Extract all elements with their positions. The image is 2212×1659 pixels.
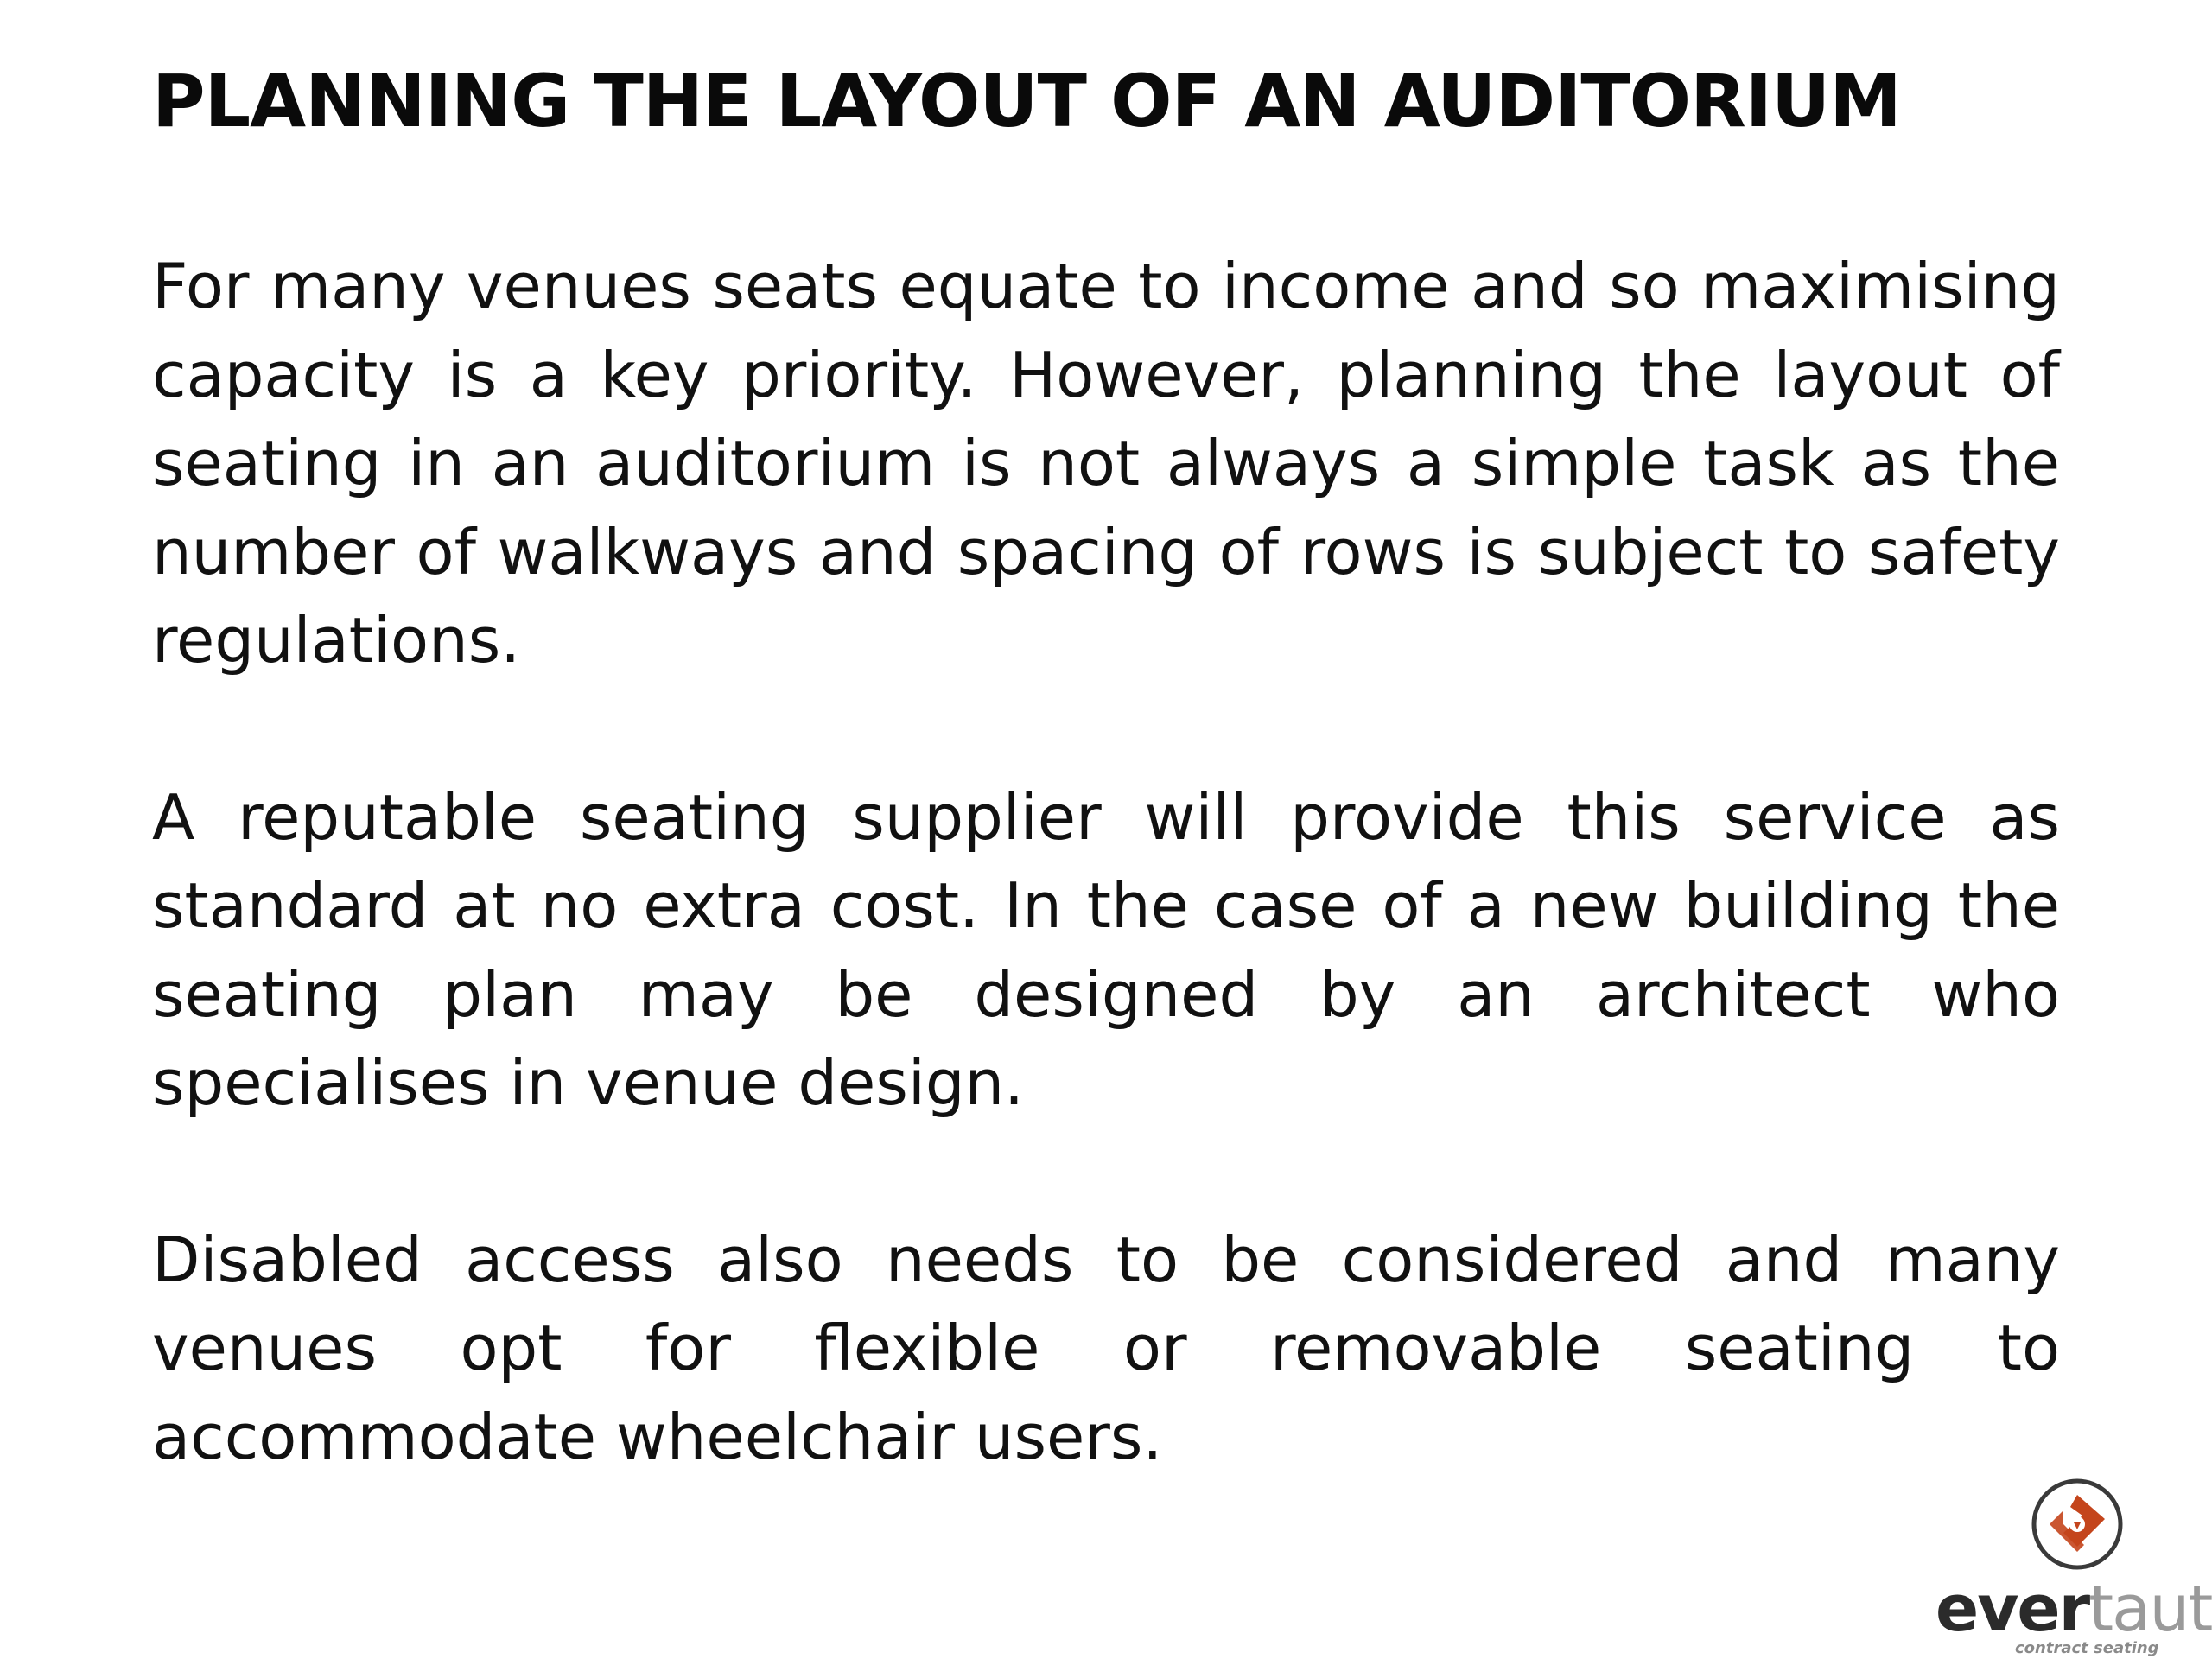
- paragraph-disabled-access: Disabled access also needs to be considered and many venues opt for flexible or removable seating to accommodate wheelchair users.: [152, 1223, 2060, 1473]
- evertaut-emblem-icon: [2029, 1476, 2126, 1573]
- paragraph-supplier: A reputable seating supplier will provide this service as standard at no extra cost. In the case of a new building the seating plan may be designed by an architect who specialises in venue design.: [152, 780, 2060, 1119]
- slide-body: [152, 242, 2060, 1481]
- logo-wordmark: [1936, 1572, 2212, 1646]
- logo-word-ever: ever: [1936, 1572, 2089, 1646]
- logo-word-taut: taut: [2088, 1572, 2212, 1646]
- logo-tagline: contract seating: [2015, 1639, 2159, 1657]
- evertaut-logo: [1936, 1476, 2212, 1659]
- paragraph-capacity: For many venues seats equate to income and so maximising capacity is a key priority. However, planning the layout of seating in an auditorium is not always a simple task as the number of walkways and spacing of rows is subject to safety regulations.: [152, 250, 2060, 677]
- slide-title: PLANNING THE LAYOUT OF AN AUDITORIUM: [152, 59, 1901, 143]
